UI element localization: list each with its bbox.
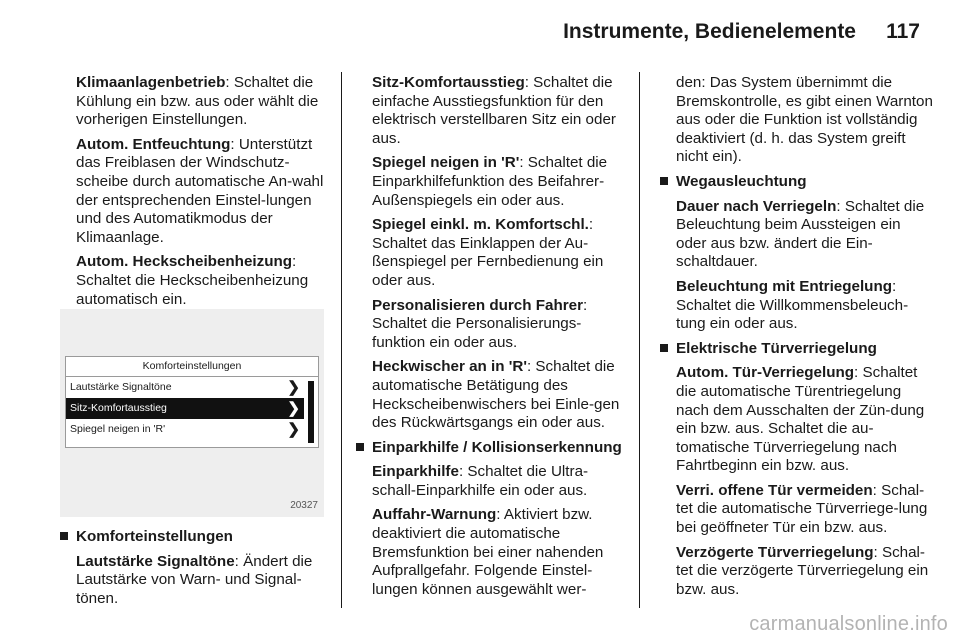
description: : Schaltet die Personalisierungs-funktion ein oder aus. <box>372 296 588 351</box>
description: : Schaltet die Beleuchtung beim Aussteigen ein oder aus bzw. ändert die Ein-schaltdauer. <box>676 197 925 271</box>
paragraph <box>76 253 332 309</box>
text-column-1 <box>76 74 332 315</box>
screen-title: Komforteinstellungen <box>66 357 318 377</box>
description: : Ändert die Lautstärke von Warn- und Signal-tönen. <box>76 552 313 607</box>
chevron-right-icon: ❯ <box>287 421 300 438</box>
text-column-3 <box>676 74 934 605</box>
description: : Schaltet die Willkommensbeleuch-tung ein oder aus. <box>676 277 909 333</box>
watermark-text: carmanualsonline.info <box>749 613 948 635</box>
paragraph <box>372 154 630 210</box>
term: Autom. Tür-Verriegelung <box>676 364 855 382</box>
text-column-2 <box>372 74 630 605</box>
description: : Schaltet die einfache Ausstiegsfunktion für den elektrisch verstellbaren Sitz ein oder aus. <box>372 74 616 147</box>
paragraph <box>676 482 934 538</box>
menu-item-sitz-komfortausstieg <box>66 398 304 419</box>
menu-item-signaltoene <box>66 377 304 398</box>
paragraph <box>76 553 332 609</box>
display-screen <box>65 356 319 448</box>
paragraph <box>372 358 630 432</box>
paragraph <box>676 198 934 272</box>
bullet-square-icon <box>60 532 68 540</box>
menu-item-label: Lautstärke Signaltöne <box>70 381 172 393</box>
paragraph <box>676 544 934 600</box>
bullet-heading: Komforteinstellungen <box>76 528 332 547</box>
page-number: 117 <box>886 20 920 43</box>
description: : Schaltet die Heckscheibenheizung automatisch ein. <box>76 253 309 308</box>
menu-item-spiegel-neigen <box>66 419 304 440</box>
description: : Schaltet die Kühlung ein bzw. aus oder wählt die vorherigen Einstellungen. <box>76 74 319 129</box>
bullet-square-icon <box>660 177 668 185</box>
column-divider <box>639 72 640 608</box>
description: : Schal-tet die automatische Türverriege-lung bei geöffneter Tür ein bzw. aus. <box>676 481 928 537</box>
paragraph: den: Das System übernimmt die Bremskontrolle, es gibt einen Warnton aus oder die Funktion ist vollständig deaktiviert (d. h. das System greift nicht ein). <box>676 74 933 166</box>
term: Heckwischer an in 'R' <box>372 358 527 376</box>
description: : Schal-tet die verzögerte Türverriegelung ein bzw. aus. <box>676 543 929 598</box>
term: Dauer nach Verriegeln <box>676 197 837 215</box>
term: Spiegel einkl. m. Komfortschl. <box>372 216 589 234</box>
page-header-title: Instrumente, Bedienelemente <box>563 20 856 43</box>
figure-number: 20327 <box>290 500 318 511</box>
chevron-right-icon: ❯ <box>287 379 300 396</box>
paragraph <box>676 364 934 476</box>
bullet-heading: Elektrische Türverriegelung <box>676 340 934 359</box>
bullet-heading: Einparkhilfe / Kollisionserkennung <box>372 439 630 458</box>
paragraph <box>372 463 630 500</box>
paragraph <box>372 216 630 290</box>
display-figure <box>60 309 324 517</box>
text-column-1-lower <box>76 528 332 614</box>
bullet-square-icon <box>660 344 668 352</box>
term: Spiegel neigen in 'R' <box>372 154 520 172</box>
bullet-heading: Wegausleuchtung <box>676 173 934 192</box>
paragraph <box>676 278 934 334</box>
term: Verzögerte Türverriegelung <box>676 543 874 561</box>
paragraph <box>372 297 630 353</box>
description: : Schaltet die automatische Betätigung des Heckscheibenwischers bei Einle-gen des Rückwärtsgangs ein oder aus. <box>372 358 620 432</box>
paragraph <box>76 74 332 130</box>
paragraph <box>372 74 630 148</box>
term: Autom. Heckscheibenheizung <box>76 253 293 271</box>
term: Einparkhilfe <box>372 463 459 481</box>
description: : Unterstützt das Freiblasen der Windschutz-scheibe durch automatische An-wahl der entsprechenden Einstel-lungen und des Automatikmodus der Klimaanlage. <box>76 135 324 246</box>
description: : Schaltet die Ultra-schall-Einparkhilfe ein oder aus. <box>372 463 589 499</box>
bullet-square-icon <box>356 443 364 451</box>
term: Personalisieren durch Fahrer <box>372 296 584 314</box>
term: Auffahr-Warnung <box>372 506 497 524</box>
chevron-right-icon: ❯ <box>287 400 300 417</box>
term: Klimaanlagenbetrieb <box>76 74 226 91</box>
description: : Schaltet die Einparkhilfefunktion des Beifahrer-Außenspiegels ein oder aus. <box>372 154 608 209</box>
menu-item-label: Sitz-Komfortausstieg <box>70 402 167 414</box>
description: : Aktiviert bzw. deaktiviert die automatische Bremsfunktion bei einer nahenden Aufprallgefahr. Folgende Einstel-lungen können ausgewählt wer- <box>372 506 604 598</box>
menu-item-label: Spiegel neigen in 'R' <box>70 423 166 435</box>
column-divider <box>341 72 342 608</box>
term: Sitz-Komfortausstieg <box>372 74 525 91</box>
paragraph <box>372 506 630 599</box>
description: : Schaltet die automatische Türentriegelung nach dem Ausschalten der Zün-dung ein bzw. aus. Schaltet die au-tomatische Türverriegelung nach Fahrtbeginn ein bzw. aus. <box>676 364 925 475</box>
term: Lautstärke Signaltöne <box>76 552 235 570</box>
scrollbar <box>308 381 314 443</box>
description: : Schaltet das Einklappen der Au-ßenspiegel per Fernbedienung ein oder aus. <box>372 216 604 289</box>
term: Beleuchtung mit Entriegelung <box>676 277 893 295</box>
paragraph <box>76 136 332 248</box>
term: Autom. Entfeuchtung <box>76 135 231 153</box>
term: Verri. offene Tür vermeiden <box>676 481 873 499</box>
